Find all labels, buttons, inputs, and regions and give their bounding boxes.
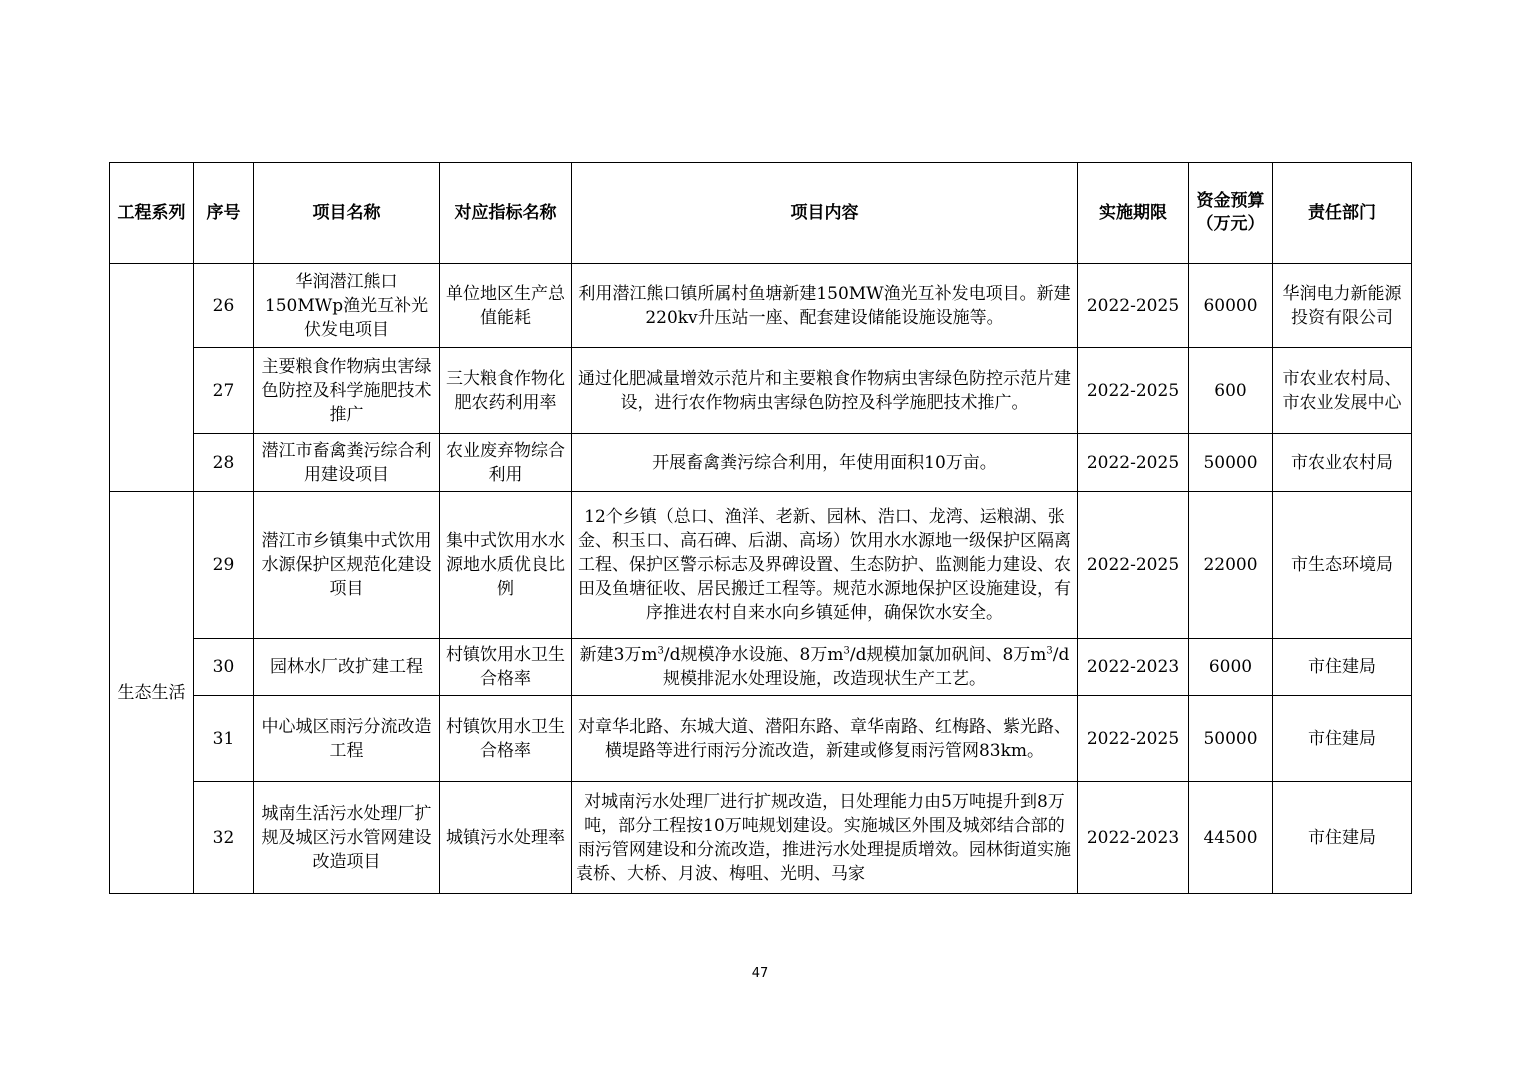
- header-row: [110, 163, 1412, 264]
- row-content: 利用潜江熊口镇所属村鱼塘新建150MW渔光互补发电项目。新建220kv升压站一座、配套建设储能设施设施等。: [572, 264, 1078, 348]
- header-content: 项目内容: [572, 163, 1078, 264]
- row-indicator: 单位地区生产总值能耗: [440, 264, 572, 348]
- row-no: 32: [194, 782, 254, 894]
- row-period: 2022-2025: [1078, 434, 1189, 492]
- row-dept: 市住建局: [1273, 639, 1412, 696]
- header-budget: 资金预算（万元）: [1189, 163, 1273, 264]
- table-row: [110, 264, 1412, 348]
- row-no: 28: [194, 434, 254, 492]
- row-content: 通过化肥减量增效示范片和主要粮食作物病虫害绿色防控示范片建设，进行农作物病虫害绿色防控及科学施肥技术推广。: [572, 348, 1078, 434]
- row-budget: 60000: [1189, 264, 1273, 348]
- row-period: 2022-2025: [1078, 264, 1189, 348]
- header-series: 工程系列: [110, 163, 194, 264]
- project-table: [109, 162, 1412, 894]
- row-content: 12个乡镇（总口、渔洋、老新、园林、浩口、龙湾、运粮湖、张金、积玉口、高石碑、后湖、高场）饮用水水源地一级保护区隔离工程、保护区警示标志及界碑设置、生态防护、监测能力建设、农田及鱼塘征收、居民搬迁工程等。规范水源地保护区设施建设，有序推进农村自来水向乡镇延伸，确保饮水安全。: [572, 492, 1078, 639]
- row-name: 华润潜江熊口150MWp渔光互补光伏发电项目: [254, 264, 440, 348]
- row-indicator: 农业废弃物综合利用: [440, 434, 572, 492]
- row-content: 新建3万$m^3/d$规模净水设施、8万$m^3/d$规模加氯加矾间、8万$m^3/d$规模排泥水处理设施，改造现状生产工艺。: [572, 639, 1078, 696]
- row-name: 园林水厂改扩建工程: [254, 639, 440, 696]
- row-content: 对章华北路、东城大道、潜阳东路、章华南路、红梅路、紫光路、横堤路等进行雨污分流改造，新建或修复雨污管网83km。: [572, 696, 1078, 782]
- row-budget: 50000: [1189, 696, 1273, 782]
- row-content: 对城南污水处理厂进行扩规改造，日处理能力由5万吨提升到8万吨，部分工程按10万吨规划建设。实施城区外围及城郊结合部的雨污管网建设和分流改造，推进污水处理提质增效。园林街道实施袁桥、大桥、月波、梅咀、光明、马家: [572, 782, 1078, 894]
- row-budget: 600: [1189, 348, 1273, 434]
- row-name: 潜江市乡镇集中式饮用水源保护区规范化建设项目: [254, 492, 440, 639]
- row-dept: 市住建局: [1273, 782, 1412, 894]
- row-no: 26: [194, 264, 254, 348]
- row-no: 27: [194, 348, 254, 434]
- row-indicator: 集中式饮用水水源地水质优良比例: [440, 492, 572, 639]
- row-period: 2022-2023: [1078, 639, 1189, 696]
- row-budget: 22000: [1189, 492, 1273, 639]
- table-row: [110, 782, 1412, 894]
- table-row: [110, 434, 1412, 492]
- row-dept: 华润电力新能源投资有限公司: [1273, 264, 1412, 348]
- header-name: 项目名称: [254, 163, 440, 264]
- row-name: 中心城区雨污分流改造工程: [254, 696, 440, 782]
- row-no: 31: [194, 696, 254, 782]
- row-period: 2022-2025: [1078, 492, 1189, 639]
- row-no: 30: [194, 639, 254, 696]
- row-dept: 市农业农村局: [1273, 434, 1412, 492]
- header-period: 实施期限: [1078, 163, 1189, 264]
- row-budget: 44500: [1189, 782, 1273, 894]
- row-period: 2022-2025: [1078, 348, 1189, 434]
- row-indicator: 村镇饮用水卫生合格率: [440, 639, 572, 696]
- page-number: 47: [751, 966, 769, 981]
- row-budget: 6000: [1189, 639, 1273, 696]
- header-no: 序号: [194, 163, 254, 264]
- table-row: [110, 639, 1412, 696]
- row-indicator: 城镇污水处理率: [440, 782, 572, 894]
- table-row: [110, 696, 1412, 782]
- header-dept: 责任部门: [1273, 163, 1412, 264]
- row-budget: 50000: [1189, 434, 1273, 492]
- header-indicator: 对应指标名称: [440, 163, 572, 264]
- row-dept: 市住建局: [1273, 696, 1412, 782]
- row-dept: 市生态环境局: [1273, 492, 1412, 639]
- row-name: 城南生活污水处理厂扩规及城区污水管网建设改造项目: [254, 782, 440, 894]
- row-no: 29: [194, 492, 254, 639]
- row-name: 潜江市畜禽粪污综合利用建设项目: [254, 434, 440, 492]
- row-name: 主要粮食作物病虫害绿色防控及科学施肥技术推广: [254, 348, 440, 434]
- table-row: [110, 492, 1412, 639]
- row-content: 开展畜禽粪污综合利用，年使用面积10万亩。: [572, 434, 1078, 492]
- row-indicator: 三大粮食作物化肥农药利用率: [440, 348, 572, 434]
- table-row: [110, 348, 1412, 434]
- row-indicator: 村镇饮用水卫生合格率: [440, 696, 572, 782]
- series-cell: [110, 264, 194, 492]
- series-cell: 生态生活: [110, 492, 194, 894]
- row-period: 2022-2025: [1078, 696, 1189, 782]
- row-dept: 市农业农村局、市农业发展中心: [1273, 348, 1412, 434]
- row-period: 2022-2023: [1078, 782, 1189, 894]
